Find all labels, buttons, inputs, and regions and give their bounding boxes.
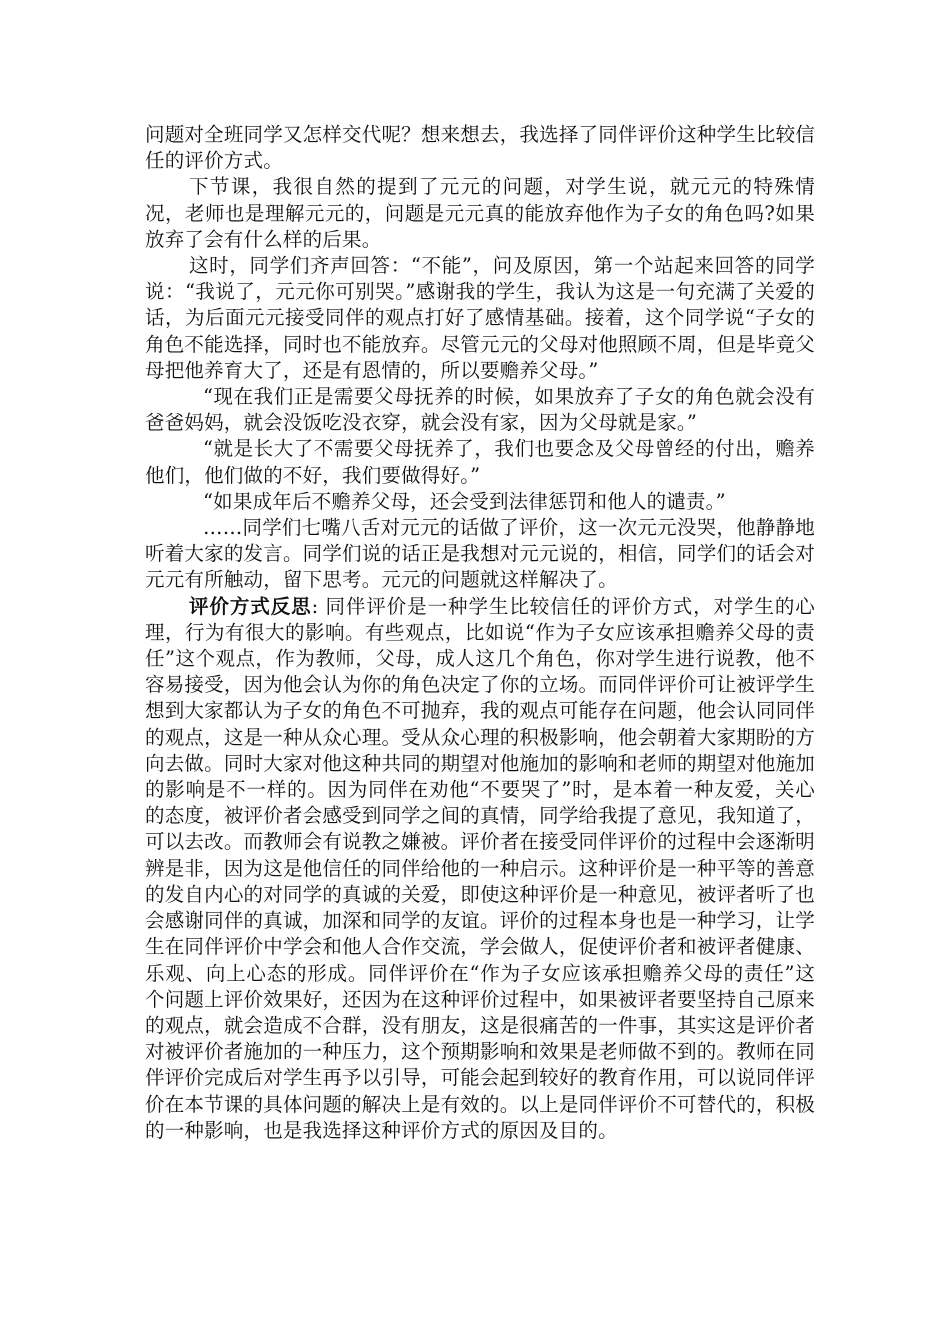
document-page <box>145 122 815 1144</box>
paragraph-next-class: 下节课，我很自然的提到了元元的问题，对学生说，就元元的特殊情况，老师也是理解元元的，问题是元元真的能放弃他作为子女的角色吗?如果放弃了会有什么样的后果。 <box>145 175 815 251</box>
paragraph-continuation: 问题对全班同学又怎样交代呢？想来想去，我选择了同伴评价这种学生比较信任的评价方式。 <box>145 123 815 173</box>
paragraph-discussion-result: ……同学们七嘴八舌对元元的话做了评价，这一次元元没哭，他静静地听着大家的发言。同学们说的话正是我想对元元说的，相信，同学们的话会对元元有所触动，留下思考。元元的问题就这样解决了。 <box>145 516 815 592</box>
paragraph-students-answer: 这时，同学们齐声回答：“不能”，问及原因，第一个站起来回答的同学说：“我说了，元元你可别哭。”感谢我的学生，我认为这是一句充满了关爱的话，为后面元元接受同伴的观点打好了感情基础。接着，这个同学说“子女的角色不能选择，同时也不能放弃。尽管元元的父母对他照顾不周，但是毕竟父母把他养育大了，还是有恩情的，所以要赡养父母。” <box>145 254 815 382</box>
reflection-label: 评价方式反思 <box>189 594 312 618</box>
paragraph-reflection <box>145 594 815 1144</box>
paragraph-quote-grown-up: “就是长大了不需要父母抚养了，我们也要念及父母曾经的付出，赡养他们，他们做的不好，我们要做得好。” <box>145 437 815 487</box>
paragraph-quote-need-parents: “现在我们正是需要父母抚养的时候，如果放弃了子女的角色就会没有爸爸妈妈，就会没饭吃没衣穿，就会没有家，因为父母就是家。” <box>145 385 815 435</box>
paragraph-quote-law: “如果成年后不赡养父母，还会受到法律惩罚和他人的谴责。” <box>203 489 726 513</box>
reflection-text: : 同伴评价是一种学生比较信任的评价方式，对学生的心理，行为有很大的影响。有些观点，比如说“作为子女应该承担赡养父母的责任”这个观点，作为教师，父母，成人这几个角色，你对学生进行说教，他不容易接受，因为他会认为你的角色决定了你的立场。而同伴评价可让被评学生想到大家都认为子女的角色不可抛弃，我的观点可能存在问题，他会认同同伴的观点，这是一种从众心理。受从众心理的积极影响，他会朝着大家期盼的方向去做。同时大家对他这种共同的期望对他施加的影响和老师的期望对他施加的影响是不一样的。因为同伴在劝他“不要哭了”时，是本着一种友爱，关心的态度，被评价者会感受到同学之间的真情，同学给我提了意见，我知道了，可以去改。而教师会有说教之嫌被。评价者在接受同伴评价的过程中会逐渐明辨是非，因为这是他信任的同伴给他的一种启示。这种评价是一种平等的善意的发自内心的对同学的真诚的关爱，即使这种评价是一种意见，被评者听了也会感谢同伴的真诚，加深和同学的友谊。评价的过程本身也是一种学习，让学生在同伴评价中学会和他人合作交流，学会做人，促使评价者和被评者健康、乐观、向上心态的形成。同伴评价在“作为子女应该承担赡养父母的责任”这个问题上评价效果好，还因为在这种评价过程中，如果被评者要坚持自己原来的观点，就会造成不合群，没有朋友，这是很痛苦的一件事，其实这是评价者对被评价者施加的一种压力，这个预期影响和效果是老师做不到的。教师在同伴评价完成后对学生再予以引导，可能会起到较好的教育作用，可以说同伴评价在本节课的具体问题的解决上是有效的。以上是同伴评价不可替代的，积极的一种影响，也是我选择这种评价方式的原因及目的。 <box>145 594 816 1142</box>
